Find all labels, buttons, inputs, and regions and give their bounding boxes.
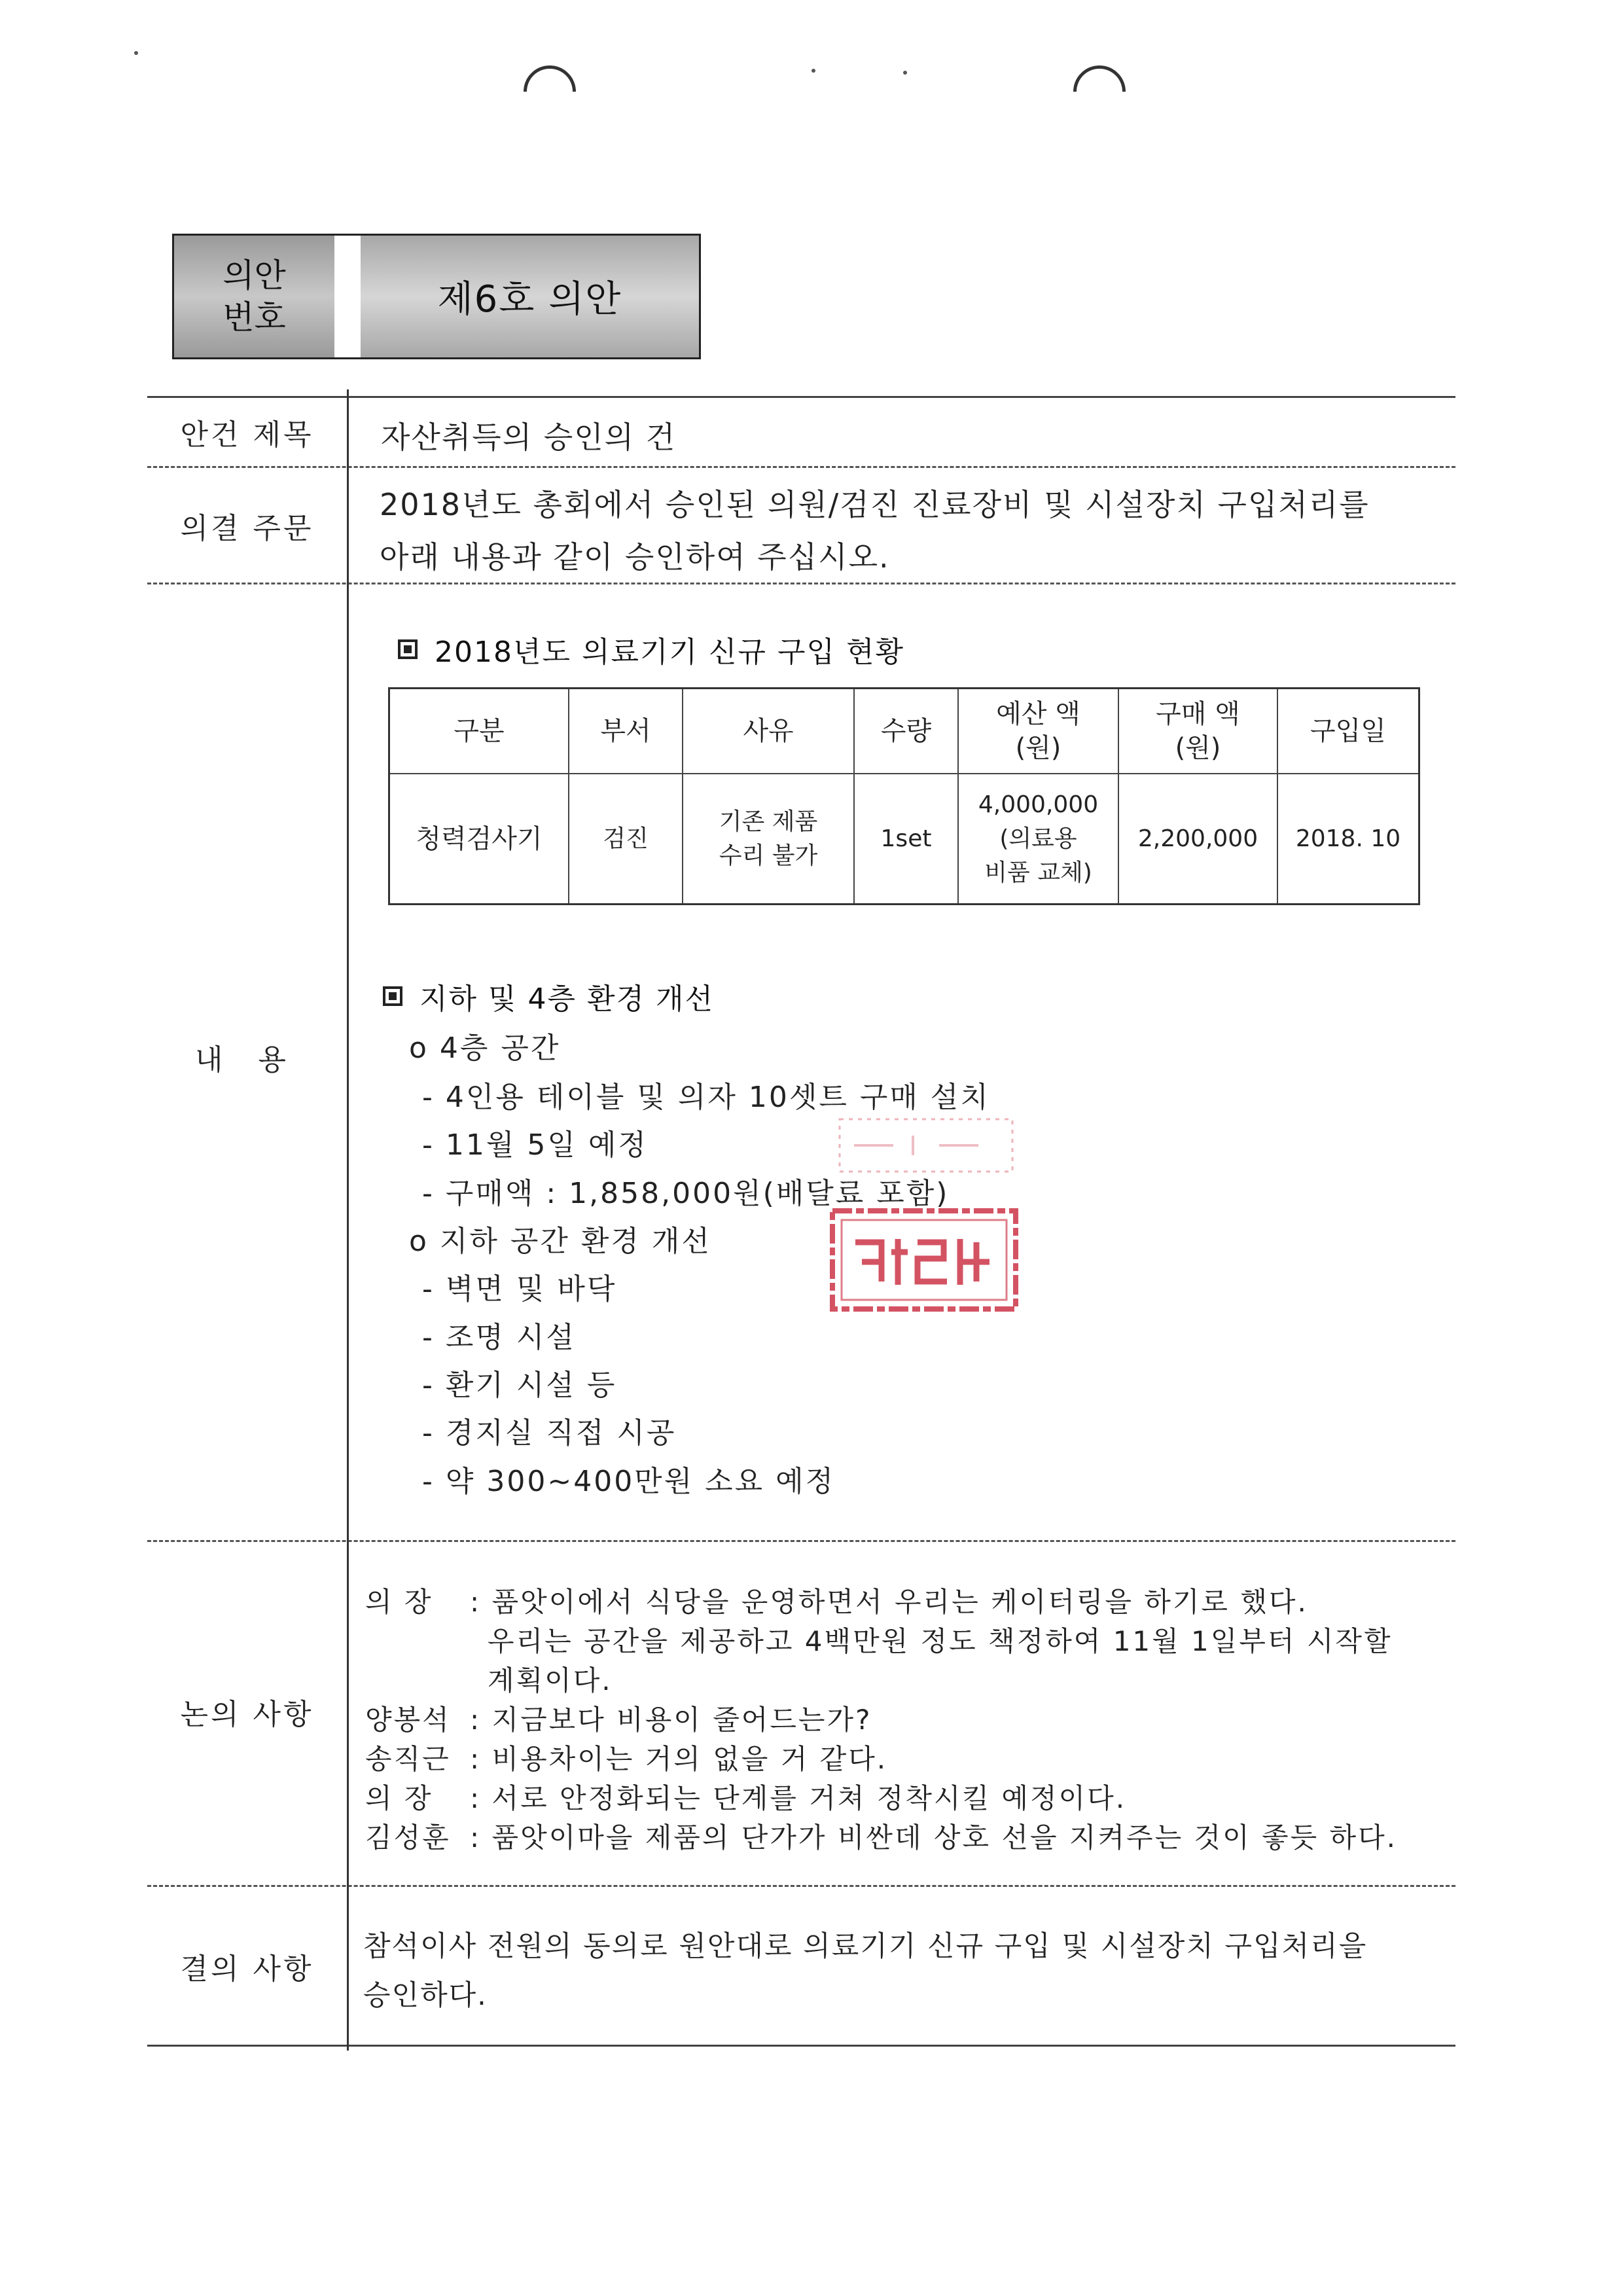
- table-header-dept: 부서: [569, 689, 683, 774]
- table-cell-reason: 기존 제품 수리 불가: [683, 774, 855, 903]
- list-item: - 4인용 테이블 및 의자 10셋트 구매 설치: [422, 1081, 990, 1114]
- agenda-number: 제6호 의안: [361, 236, 699, 357]
- scan-speck: [812, 69, 815, 73]
- column-divider: [347, 389, 349, 2051]
- title-label: 안건 제목: [180, 418, 314, 452]
- list-item: - 약 300~400만원 소요 예정: [422, 1465, 836, 1498]
- resolution-line1: 2018년도 총회에서 승인된 의원/검진 진료장비 및 시설장치 구입처리를: [380, 487, 1370, 522]
- discussion-line: 의 장 : 품앗이에서 식당을 운영하면서 우리는 케이터링을 하기로 했다.: [365, 1586, 1308, 1618]
- title-value: 자산취득의 승인의 건: [381, 420, 677, 455]
- list-item: - 구매액 : 1,858,000원(배달료 포함): [422, 1177, 950, 1210]
- agenda-label-line1: 의안: [223, 257, 286, 295]
- discussion-label: 논의 사항: [180, 1698, 314, 1731]
- decision-label: 결의 사항: [180, 1952, 314, 1986]
- agenda-label-line2: 번호: [223, 298, 286, 336]
- faint-seal-stamp: [834, 1113, 1018, 1178]
- section1-title-text: 2018년도 의료기기 신규 구입 현황: [435, 636, 904, 669]
- row-divider: [147, 583, 1455, 584]
- list-item: o 4층 공간: [409, 1031, 561, 1065]
- scan-speck: [134, 51, 138, 55]
- discussion-line: 송직근 : 비용차이는 거의 없을 거 같다.: [365, 1743, 888, 1775]
- table-cell-qty: 1set: [855, 774, 959, 903]
- agenda-number-box: [172, 234, 701, 359]
- decision-line2: 승인하다.: [363, 1979, 488, 2012]
- table-header-category: 구분: [390, 689, 569, 774]
- table-header-budget: 예산 액 (원): [959, 689, 1119, 774]
- discussion-line: 양봉석 : 지금보다 비용이 줄어드는가?: [365, 1704, 872, 1736]
- list-item: - 벽면 및 바닥: [422, 1272, 617, 1306]
- section-title-medical-devices: [398, 628, 904, 670]
- list-item: - 조명 시설: [422, 1321, 576, 1354]
- section2-title-text: 지하 및 4층 환경 개선: [419, 982, 714, 1016]
- table-cell-budget: 4,000,000 (의료용 비품 교체): [959, 774, 1119, 903]
- purchase-table: [388, 687, 1420, 905]
- table-header-reason: 사유: [683, 689, 855, 774]
- table-cell-category: 청력검사기: [390, 774, 569, 903]
- discussion-line: 의 장 : 서로 안정화되는 단계를 거쳐 정착시킬 예정이다.: [365, 1782, 1127, 1814]
- table-cell-date: 2018. 10: [1295, 825, 1401, 852]
- table-cell-dept: 검진: [569, 774, 683, 903]
- list-item: o 지하 공간 환경 개선: [409, 1225, 711, 1258]
- table-header-date: 구입일: [1278, 689, 1418, 774]
- list-item: - 11월 5일 예정: [422, 1128, 648, 1162]
- red-seal-stamp: [826, 1203, 1022, 1318]
- list-item: - 경지실 직접 시공: [422, 1416, 677, 1450]
- punch-hole-left: [512, 54, 586, 128]
- checkbox-square-icon: [398, 639, 418, 659]
- table-bottom-border: [147, 2045, 1455, 2047]
- table-header-qty: 수량: [855, 689, 959, 774]
- scan-speck: [903, 71, 907, 75]
- discussion-line: 김성훈 : 품앗이마을 제품의 단가가 비싼데 상호 선을 지켜주는 것이 좋듯 하다.: [365, 1821, 1398, 1854]
- punch-hole-right: [1062, 54, 1136, 128]
- content-label: 내 용: [195, 1043, 299, 1077]
- row-divider: [147, 1540, 1455, 1542]
- discussion-line: 계획이다.: [488, 1664, 613, 1696]
- section-title-environment: [383, 975, 714, 1017]
- table-cell-purchase: 2,200,000: [1119, 774, 1278, 903]
- agenda-label: [174, 236, 334, 357]
- resolution-line2: 아래 내용과 같이 승인하여 주십시오.: [380, 539, 890, 575]
- list-item: - 환기 시설 등: [422, 1369, 617, 1402]
- decision-line1: 참석이사 전원의 동의로 원안대로 의료기기 신규 구입 및 시설장치 구입처리을: [363, 1930, 1368, 1963]
- discussion-line: 우리는 공간을 제공하고 4백만원 정도 책정하여 11월 1일부터 시작할: [488, 1625, 1393, 1657]
- table-header-purchase: 구매 액 (원): [1119, 689, 1278, 774]
- checkbox-square-icon: [383, 986, 402, 1006]
- resolution-label: 의결 주문: [180, 511, 314, 545]
